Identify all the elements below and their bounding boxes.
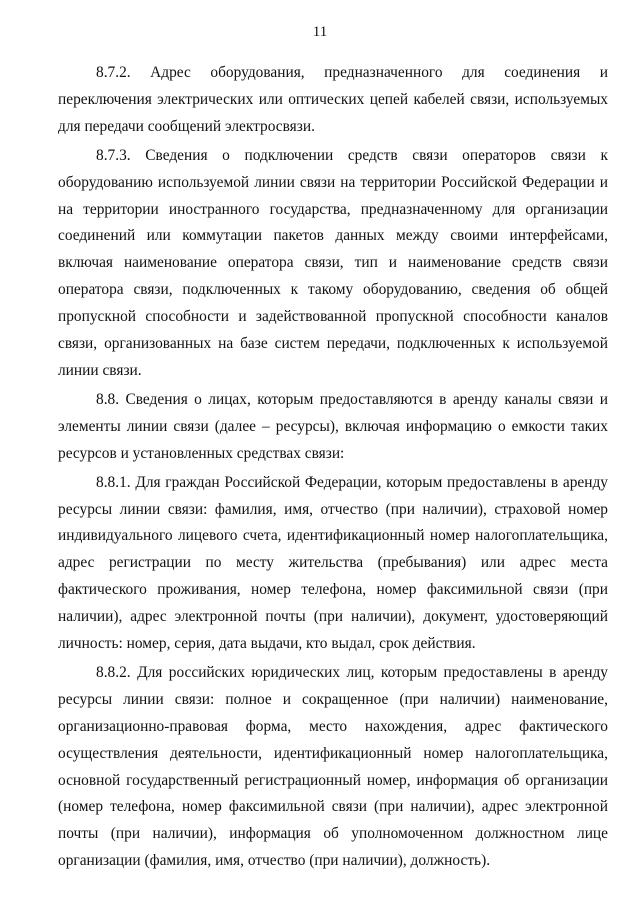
paragraph-8-7-2: 8.7.2. Адрес оборудования, предназначенного для соединения и переключения электрических или оптических цепей кабелей связи, используемых для передачи сообщений электросвязи. — [58, 64, 608, 135]
paragraph-8-7-3: 8.7.3. Сведения о подключении средств связи операторов связи к оборудованию используемой линии связи на территории Российской Федерации и на территории иностранного государства, предназначенному для организации соединений или коммутации пакетов данных между своими интерфейсами, включая наименование оператора связи, тип и наименование средств связи оператора связи, подключенных к такому оборудованию, сведения об общей пропускной способности и задействованной пропускной способности каналов связи, организованных на базе систем передачи, подключенных к используемой линии связи. — [58, 146, 608, 379]
page-number: 11 — [312, 24, 328, 40]
document-body — [58, 60, 608, 877]
paragraph-8-8-1: 8.8.1. Для граждан Российской Федерации, которым предоставлены в аренду ресурсы линии связи: фамилия, имя, отчество (при наличии), страховой номер индивидуального лицевого счета, идентификационный номер налогоплательщика, адрес регистрации по месту жительства (пребывания) или адрес места фактического проживания, номер телефона, номер факсимильной связи (при наличии), адрес электронной почты (при наличии), документ, удостоверяющий личность: номер, серия, дата выдачи, кто выдал, срок действия. — [58, 473, 608, 653]
paragraph-8-8: 8.8. Сведения о лицах, которым предоставляются в аренду каналы связи и элементы линии связи (далее – ресурсы), включая информацию о емкости таких ресурсов и установленных средствах связи: — [58, 390, 608, 462]
paragraph-8-8-2: 8.8.2. Для российских юридических лиц, которым предоставлены в аренду ресурсы линии связи: полное и сокращенное (при наличии) наименование, организационно-правовая форма, место нахождения, адрес фактического осуществления деятельности, идентификационный номер налогоплательщика, основной государственный регистрационный номер, информация об организации (номер телефона, номер факсимильной связи (при наличии), адрес электронной почты (при наличии), информация об уполномоченном должностном лице организации (фамилия, имя, отчество (при наличии), должность). — [58, 663, 608, 870]
